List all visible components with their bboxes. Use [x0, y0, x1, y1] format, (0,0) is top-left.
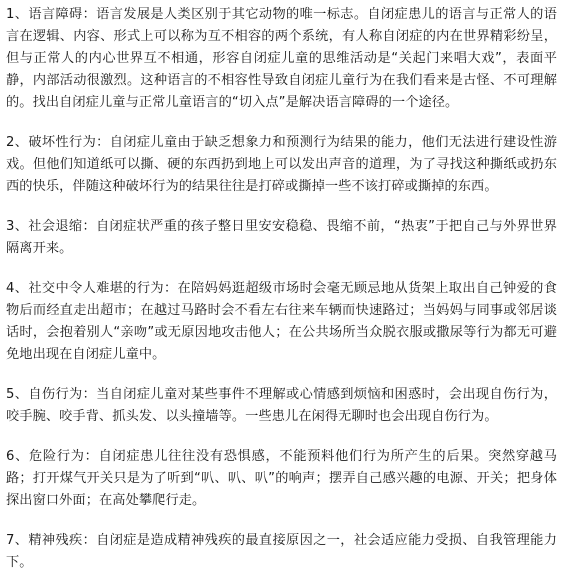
paragraph-self-injury: 5、自伤行为：当自闭症儿童对某些事件不理解或心情感到烦恼和困惑时，会出现自伤行为，咬手腕、咬手背、抓头发、以头撞墙等。一些患儿在闲得无聊时也会出现自伤行为。 [6, 387, 557, 424]
paragraph-destructive-behavior: 2、破坏性行为：自闭症儿童由于缺乏想象力和预测行为结果的能力，他们无法进行建设性游戏。但他们知道纸可以撕、硬的东西扔到地上可以发出声音的道理，为了寻找这种撕纸或扔东西的快乐，伴随这种破坏行为的结果往往是打碎或撕掉一些不该打碎或撕掉的东西。 [6, 135, 557, 194]
paragraph-language-barrier: 1、语言障碍：语言发展是人类区别于其它动物的唯一标志。自闭症患儿的语言与正常人的语言在逻辑、内容、形式上可以称为互不相容的两个系统，有人称自闭症的内在世界精彩纷呈，但与正常人的内心世界互不相通，形容自闭症儿童的思维活动是“关起门来唱大戏”，表面平静，内部活动很激烈。这种语言的不相容性导致自闭症儿童行为在我们看来是古怪、不可理解的。找出自闭症儿童与正常儿童语言的“切入点”是解决语言障碍的一个途径。 [6, 7, 557, 110]
paragraph-mental-disability: 7、精神残疾：自闭症是造成精神残疾的最直接原因之一，社会适应能力受损、自我管理能力下。 [6, 533, 557, 570]
paragraph-social-withdrawal: 3、社会退缩：自闭症状严重的孩子整日里安安稳稳、畏缩不前，“热衷”于把自己与外界世界隔离开来。 [6, 219, 557, 256]
paragraph-dangerous-behavior: 6、危险行为：自闭症患儿往往没有恐惧感，不能预料他们行为所产生的后果。突然穿越马路；打开煤气开关只是为了听到“叭、叭、叭”的响声；摆弄自己感兴趣的电源、开关；把身体探出窗口外面；在高处攀爬行走。 [6, 449, 557, 508]
paragraph-embarrassing-social-behavior: 4、社交中令人难堪的行为：在陪妈妈逛超级市场时会毫无顾忌地从货架上取出自己钟爱的食物后而经直走出超市；在越过马路时会不看左右往来车辆而快速路过；当妈妈与同事或邻居谈话时，会抱着别人“亲吻”或无原因地攻击他人；在公共场所当众脱衣服或撒尿等行为都无可避免地出现在自闭症儿童中。 [6, 281, 557, 362]
